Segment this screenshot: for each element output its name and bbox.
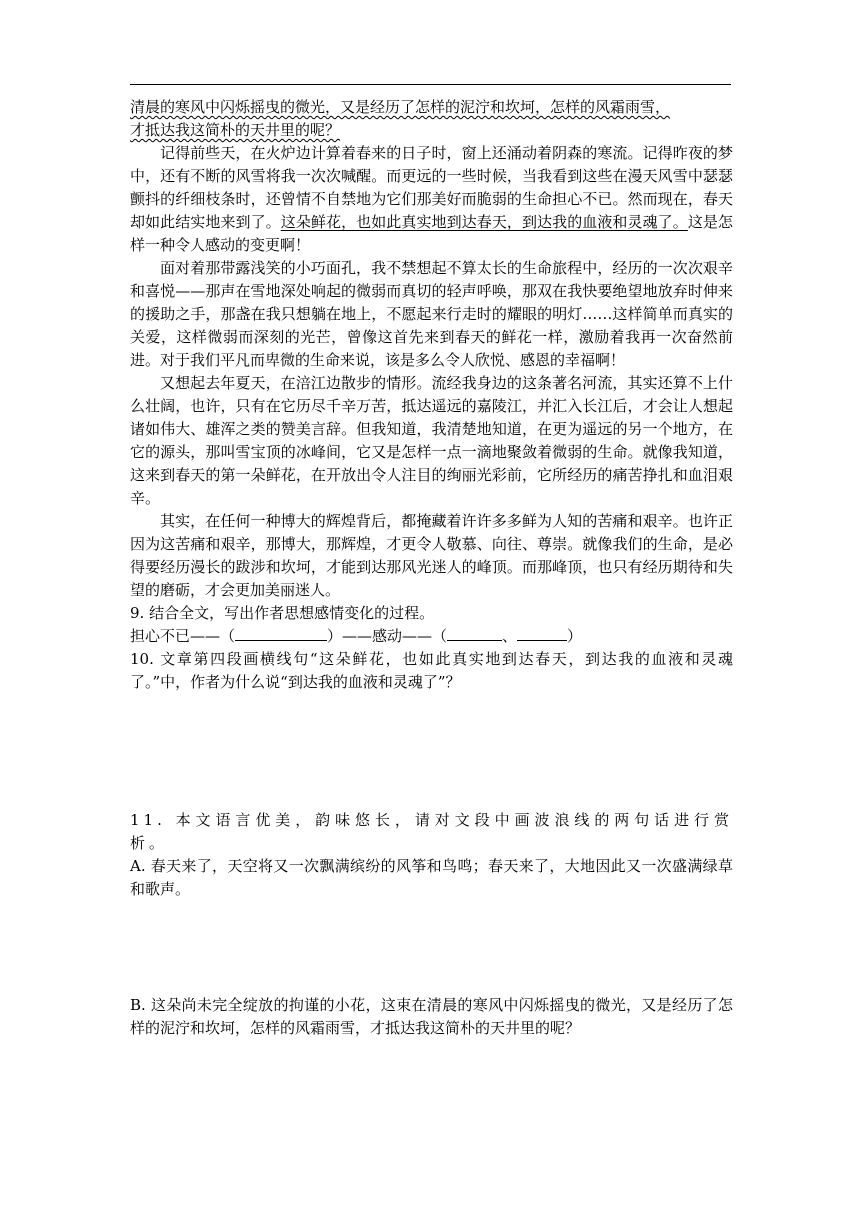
document-body [130,96,733,1040]
paragraph-4-tail: 这是怎样一种令人感动的变更啊！ [130,213,733,254]
paragraph-5: 面对着那带露浅笑的小巧面孔，我不禁想起不算太长的生命旅程中，经历的一次次艰辛和喜悦——那声在雪地深处响起的微弱而真切的轻声呼唤，那双在我快要绝望地放弃时伸来的援助之手，那盏在我只想躺在地上，不愿起来行走时的耀眼的明灯……这样简单而真实的关爱，这样微弱而深刻的光芒，曾像这首先来到春天的鲜花一样，激励着我再一次奋然前进。对于我们平凡而卑微的生命来说，该是多么令人欣悦、感恩的幸福啊！ [130,259,733,369]
paragraph-7: 其实，在任何一种博大的辉煌背后，都掩藏着许许多多鲜为人知的苦痛和艰辛。也许正因为这苦痛和艰辛，那博大，那辉煌，才更令人敬慕、向往、尊崇。就像我们的生命，是必得要经历漫长的跋涉和坎坷，才能到达那风光迷人的峰顶。而那峰顶，也只有经历期待和失望的磨砺，才会更加美丽迷人。 [130,512,733,599]
paragraph-6: 又想起去年夏天，在涪江边散步的情形。流经我身边的这条著名河流，其实还算不上什么壮阔，也许，只有在它历尽千辛万苦，抵达遥远的嘉陵江，并汇入长江后，才会让人想起诸如伟大、雄浑之类的赞美言辞。但我知道，我清楚地知道，在更为遥远的另一个地方，在它的源头，那叫雪宝顶的冰峰间，它又是怎样一点一滴地聚敛着微弱的生命。就像我知道，这来到春天的第一朵鲜花，在开放出令人注目的绚丽光彩前，它所经历的痛苦挣扎和血泪艰辛。 [130,374,733,507]
question-10-prompt: 10. 文章第四段画横线句“这朵鲜花，也如此真实地到达春天，到达我的血液和灵魂了。”中，作者为什么说“到达我的血液和灵魂了”？ [130,650,733,691]
q9-blank-3[interactable] [517,625,567,641]
q9-blank-2[interactable] [447,625,502,641]
q9-label-3: 、 [502,627,518,645]
paragraph-4 [130,142,733,257]
header-rule [130,84,731,85]
question-9-answer-line [130,625,733,648]
q9-blank-1[interactable] [235,625,327,641]
q9-label-4: ） [567,627,583,645]
question-11-option-b: B. 这朵尚未完全绽放的拘谨的小花，这束在清晨的寒风中闪烁摇曳的微光，又是经历了怎样的泥泞和坎坷，怎样的风霜雨雪，才抵达我这简朴的天井里的呢？ [130,996,733,1037]
q9-label-1: 担心不已——（ [130,627,236,645]
paragraph-continued [130,96,733,142]
answer-space-10[interactable] [130,694,733,809]
question-11-prompt: 11. 本文语言优美，韵味悠长，请对文段中画波浪线的两句话进行赏析。 [130,811,733,852]
underlined-sentence: 这朵鲜花，也如此真实地到达春天，到达我的血液和灵魂了。 [280,213,688,231]
q9-label-2: ）——感动——（ [327,627,448,645]
answer-space-11a[interactable] [130,901,733,994]
question-9-prompt: 9. 结合全文，写出作者思想感情变化的过程。 [130,604,435,622]
wavy-underlined-sentence: 清晨的寒风中闪烁摇曳的微光，又是经历了怎样的泥泞和坎坷，怎样的风霜雨雪， [130,98,671,116]
wavy-underlined-sentence-tail: 才抵达我这简朴的天井里的呢？ [130,121,341,139]
question-11-option-a: A. 春天来了，天空将又一次飘满缤纷的风筝和鸟鸣；春天来了，大地因此又一次盛满绿草和歌声。 [130,857,733,898]
paragraph-4-text: 记得前些天，在火炉边计算着春来的日子时，窗上还涌动着阴森的寒流。记得昨夜的梦中，还有不断的风雪将我一次次喊醒。而更远的一些时候，当我看到这些在漫天风雪中瑟瑟颤抖的纤细枝条时，还曾情不自禁地为它们那美好而脆弱的生命担心不已。然而现在，春天却如此结实地来到了。 [130,144,733,231]
